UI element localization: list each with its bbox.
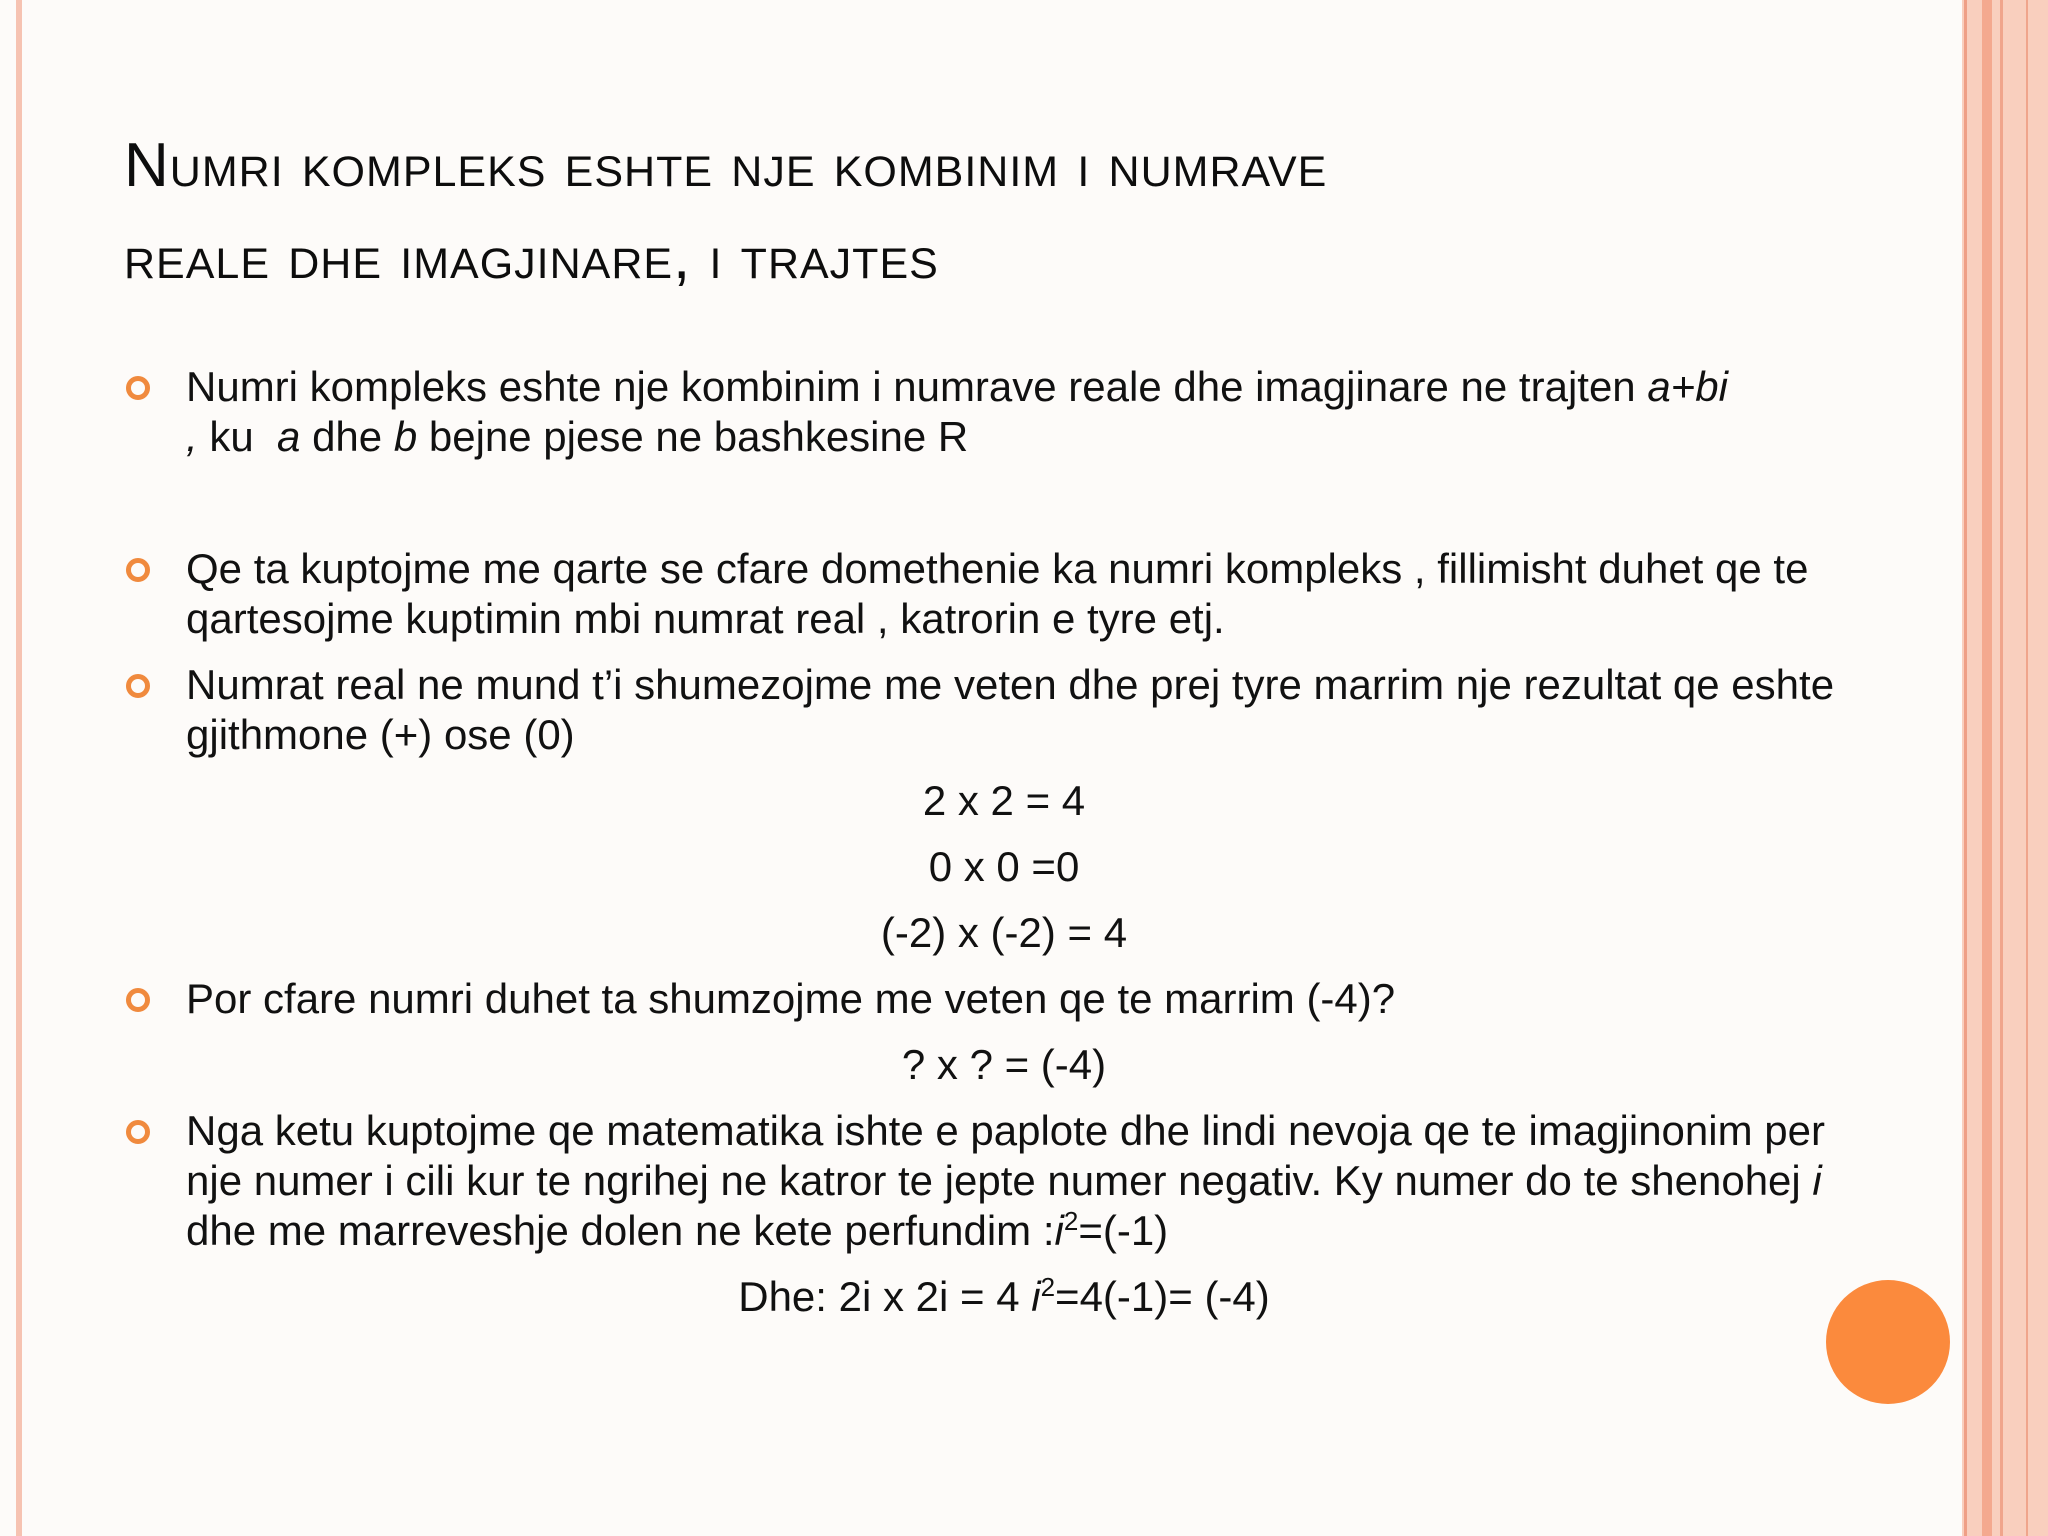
right-band-stripe bbox=[1982, 0, 1992, 1536]
question-equation: ? x ? = (-4) bbox=[901, 1041, 1107, 1088]
final-equation bbox=[124, 1272, 1884, 1322]
bullet-circle-icon bbox=[126, 1120, 150, 1144]
bullet-item-1 bbox=[124, 362, 1884, 462]
bullet-text: bejne pjese ne bashkesine R bbox=[417, 413, 969, 460]
slide-body bbox=[124, 362, 1884, 1338]
var-i: i bbox=[1031, 1273, 1041, 1320]
right-band-line bbox=[2000, 0, 2003, 1536]
bullet-circle-icon bbox=[126, 674, 150, 698]
equation: 2 x 2 = 4 bbox=[922, 777, 1086, 824]
bullet-circle-icon bbox=[126, 988, 150, 1012]
right-band-line bbox=[1964, 0, 1967, 1536]
bullet-item-3 bbox=[124, 660, 1884, 760]
var-i: i bbox=[1812, 1157, 1822, 1204]
bullet-text: dhe me marreveshje dolen ne kete perfundim : bbox=[186, 1207, 1055, 1254]
right-decorative-band bbox=[1962, 0, 2048, 1536]
var-b: b bbox=[393, 413, 418, 460]
spacer bbox=[124, 478, 1884, 544]
bullet-text: Nga ketu kuptojme qe matematika ishte e paplote dhe lindi nevoja qe te imagjinonim per nje numer i cili kur te ngrihej ne katror te jepte numer negativ. Ky numer do te shenohej bbox=[186, 1107, 1825, 1204]
left-border-line bbox=[16, 0, 22, 1536]
exponent: 2 bbox=[1040, 1272, 1056, 1302]
var-a: a bbox=[277, 413, 301, 460]
equation: 0 x 0 =0 bbox=[928, 843, 1080, 890]
equation-text: =4(-1)= (-4) bbox=[1055, 1273, 1270, 1320]
bullet-item-4 bbox=[124, 974, 1884, 1024]
formula: a+bi bbox=[1647, 363, 1728, 410]
bullet-text: Qe ta kuptojme me qarte se cfare domethenie ka numri kompleks , fillimisht duhet qe te qartesojme kuptimin mbi numrat real , katrorin e tyre etj. bbox=[186, 545, 1809, 642]
title-line-1: Numri kompleks eshte nje kombinim i numrave bbox=[124, 131, 1328, 200]
bullet-text: Por cfare numri duhet ta shumzojme me veten qe te marrim (-4)? bbox=[186, 975, 1396, 1022]
orange-circle-decoration bbox=[1826, 1280, 1950, 1404]
title-line-2: reale dhe imagjinare, i trajtes bbox=[124, 223, 939, 292]
slide-title bbox=[124, 120, 1824, 304]
bullet-item-2 bbox=[124, 544, 1884, 644]
bullet-text: dhe bbox=[300, 413, 394, 460]
bullet-text: =(-1) bbox=[1078, 1207, 1169, 1254]
equation-text: Dhe: 2i x 2i = 4 bbox=[738, 1273, 1032, 1320]
right-band-line bbox=[2026, 0, 2028, 1536]
bullet-text: ku bbox=[197, 413, 278, 460]
comma: , bbox=[186, 413, 198, 460]
bullet-circle-icon bbox=[126, 376, 150, 400]
var-i: i bbox=[1054, 1207, 1064, 1254]
bullet-text: Numrat real ne mund t’i shumezojme me veten dhe prej tyre marrim nje rezultat qe eshte gjithmone (+) ose (0) bbox=[186, 661, 1835, 758]
bullet-circle-icon bbox=[126, 558, 150, 582]
bullet-item-5 bbox=[124, 1106, 1884, 1256]
exponent: 2 bbox=[1063, 1206, 1079, 1236]
bullet-text: Numri kompleks eshte nje kombinim i numrave reale dhe imagjinare ne trajten bbox=[186, 363, 1648, 410]
equation: (-2) x (-2) = 4 bbox=[880, 909, 1128, 956]
